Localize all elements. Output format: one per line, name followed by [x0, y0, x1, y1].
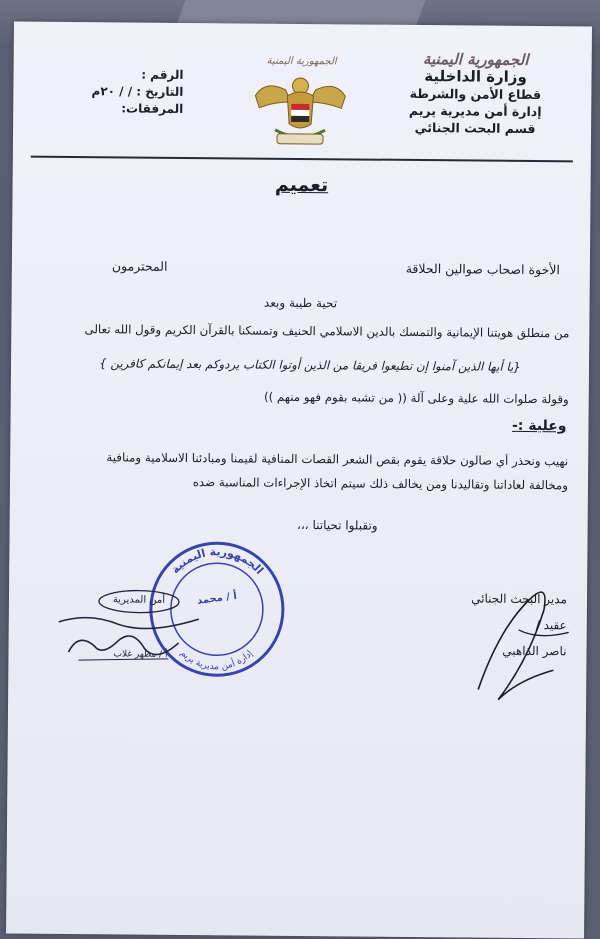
hadith-line: وقولة صلوات الله علية وعلى آلة (( من تشبه بقوم فهو منهم ))	[263, 389, 569, 407]
document-page	[6, 21, 592, 938]
letterhead-right	[385, 51, 566, 138]
stamp-ring-text: الجمهورية اليمنية	[168, 545, 266, 577]
director-signature-text: أ / مطهر غلاب	[113, 649, 168, 660]
attachments-field: المرفقات:	[121, 101, 184, 116]
quran-verse: {يا أيها الذين آمنوا إن تطيعوا فريقا من الذين أوتوا الكتاب يردوكم بعد إيمانكم كافرين }	[99, 356, 521, 374]
addressee-row	[112, 258, 560, 277]
signatory-signature-icon	[458, 569, 589, 720]
eagle-emblem-icon	[245, 52, 356, 153]
directorate-name: إدارة أمن مديرية يريم	[408, 102, 542, 120]
section-heading: وعلية :-	[511, 417, 567, 435]
header-divider	[31, 156, 573, 163]
greeting: تحية طيبة وبعد	[263, 295, 338, 311]
reference-fields	[53, 66, 183, 118]
emblem-caption: الجمهورية اليمنية	[266, 55, 337, 68]
sector-name: قطاع الأمن والشرطة	[409, 85, 542, 103]
signatory-title: مدير البحث الجنائي	[471, 591, 568, 607]
honorific: المحترمون	[111, 258, 168, 274]
reference-number-field: الرقم :	[141, 67, 184, 82]
document-title: تعميم	[274, 173, 329, 197]
closing-remark: وتقبلوا تحياتنا ،،،	[297, 517, 378, 533]
intro-paragraph: من منطلق هويتنا الإيمانية والتمسك بالدين الاسلامي الحنيف وتمسكنا بالقرآن الكريم وقول الله تعالى	[84, 322, 570, 341]
ministry-name: وزارة الداخلية	[424, 67, 527, 86]
stamp-bottom-text: إدارة أمن مديرية يريم	[177, 648, 256, 673]
svg-text:الجمهورية اليمنية	[169, 545, 267, 577]
stamp-center-text: أ / محمد	[196, 590, 238, 607]
body-line-2: ومخالفة لعاداتنا وتقاليدنا ومن يخالف ذلك سيتم اتخاذ الإجراءات المناسبة ضده	[192, 475, 569, 493]
director-signature-icon	[48, 582, 209, 673]
signatory-name: ناصر الذاهبي	[502, 643, 567, 659]
republic-name: الجمهورية اليمنية	[422, 50, 529, 69]
body-line-1: نهيب ونحذر أي صالون حلاقة يقوم بقص الشعر القصات المنافية لقيمنا ومبادئنا الاسلامية ومنافية	[106, 450, 569, 469]
addressee: الأخوة اصحاب صوالين الحلاقة	[405, 260, 560, 278]
date-field: التاريخ : / / ٢٠م	[91, 84, 184, 99]
department-name: قسم البحث الجنائي	[414, 119, 536, 137]
signatory-rank: عقيد /	[535, 618, 567, 633]
oval-seal-text: أمن المديرية	[112, 594, 166, 606]
